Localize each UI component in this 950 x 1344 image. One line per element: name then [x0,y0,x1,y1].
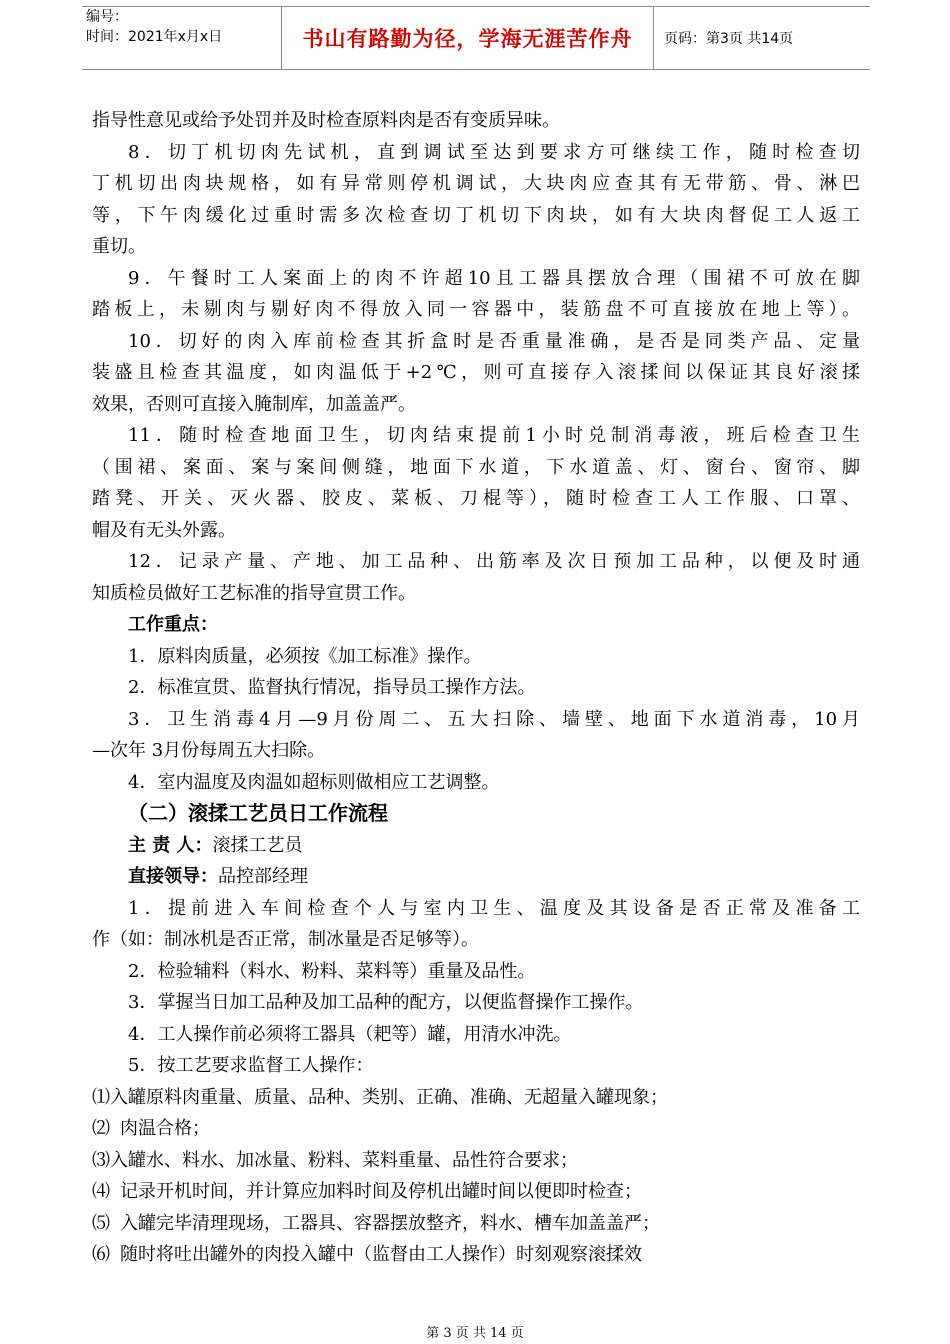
text-line: 指导性意见或给予处罚并及时检查原料肉是否有变质异味。 [92,110,560,131]
text-line [92,1176,860,1208]
text-line [92,830,860,862]
text-line: 1．原料肉质量，必须按《加工标准》操作。 [128,645,482,667]
text-line: 8．切丁机切肉先试机，直到调试至达到要求方可继续工作，随时检查切 [128,141,860,163]
text-line [92,861,860,893]
text-line [92,1239,860,1271]
text-line: 1．提前进入车间检查个人与室内卫生、温度及其设备是否正常及准备工 [128,897,860,919]
text-line: 9．午餐时工人案面上的肉不许超10且工器具摆放合理（围裙不可放在脚 [128,267,860,289]
text-line [92,1113,860,1145]
text-line: 2．标准宣贯、监督执行情况，指导员工操作方法。 [128,677,536,698]
text-line: 3．卫生消毒4月—9月份周二、五大扫除、墙壁、地面下水道消毒，10月 [128,708,860,730]
text-line: 3．掌握当日加工品种及加工品种的配方，以便监督操作工操作。 [128,992,644,1013]
text-line: 装盛且检查其温度，如肉温低于+2℃，则可直接存入滚揉间以保证其良好滚揉 [92,362,860,383]
text-line: 2．检验辅料（料水、粉料、菜料等）重量及品性。 [128,960,536,982]
field-value: 品控部经理 [218,866,308,887]
header-motto: 书山有路勤为径，学海无涯苦作舟 [282,7,654,69]
text-line: 作（如：制冰机是否正常，制冰量是否足够等）。 [92,929,479,950]
list-text: 随时将吐出罐外的肉投入罐中（监督由工人操作）时刻观察滚揉效 [120,1244,642,1265]
list-number: ⑵ [92,1118,110,1139]
list-text: 入罐完毕清理现场，工器具、容器摆放整齐，料水、槽车加盖盖严； [120,1212,660,1234]
text-line: 踏板上，未剔肉与剔好肉不得放入同一容器中，装筋盘不可直接放在地上等）。 [92,299,860,320]
subsection-heading: 工作重点： [128,614,218,635]
text-line: 10．切好的肉入库前检查其折盒时是否重量准确，是否是同类产品、定量 [128,330,860,352]
text-line: 重切。 [92,236,146,257]
text-line: （围裙、案面、案与案间侧缝，地面下水道，下水道盖、灯、窗台、窗帘、脚 [92,456,860,478]
text-line: 12．记录产量、产地、加工品种、出筋率及次日预加工品种，以便及时通 [128,551,860,572]
text-line: 等，下午肉缓化过重时需多次检查切丁机切下肉块，如有大块肉督促工人返工 [92,204,860,226]
text-line: 4．室内温度及肉温如超标则做相应工艺调整。 [128,771,500,793]
page-footer: 第 3 页 共 14 页 [426,1326,524,1341]
header-page-info: 页码：第3页 共14页 [664,31,794,47]
page-header [82,6,870,70]
list-text: 肉温合格； [120,1118,210,1139]
field-label: 直接领导： [128,866,218,887]
list-number: ⑷ [92,1181,110,1202]
list-number: ⑸ [92,1212,110,1234]
header-number-label: 编号： [86,9,128,25]
header-meta [82,7,282,69]
text-line: —次年 3月份每周五大扫除。 [92,740,326,761]
text-line: ⑴入罐原料肉重量、质量、品种、类别、正确、准确、无超量入罐现象； [92,1086,668,1108]
list-text: 记录开机时间，并计算应加料时间及停机出罐时间以便即时检查； [120,1181,642,1202]
text-line: 11．随时检查地面卫生，切肉结束提前1小时兑制消毒液，班后检查卫生 [128,425,860,446]
text-line: 4．工人操作前必须将工器具（耙等）罐，用清水冲洗。 [128,1023,572,1045]
text-line: 知质检员做好工艺标准的指导宣贯工作。 [92,582,416,604]
field-label: 主 责 人： [128,834,213,856]
text-line: 丁机切出肉块规格，如有异常则停机调试，大块肉应查其有无带筋、骨、淋巴 [92,173,860,194]
text-line: 效果，否则可直接入腌制库，加盖盖严。 [92,393,416,415]
text-line: 5．按工艺要求监督工人操作： [128,1055,374,1076]
field-value: 滚揉工艺员 [212,834,303,856]
text-line [92,1208,860,1240]
section-heading: （二）滚揉工艺员日工作流程 [128,801,388,825]
document-body [92,105,860,1271]
text-line: 踏凳、开关、灭火器、胶皮、菜板、刀棍等），随时检查工人工作服、口罩、 [92,488,860,509]
header-time-label: 时间：2021年x月x日 [86,29,223,45]
list-number: ⑹ [92,1244,110,1265]
text-line: ⑶入罐水、料水、加冰量、粉料、菜料重量、品性符合要求； [92,1149,578,1171]
text-line: 帽及有无头外露。 [92,519,236,541]
